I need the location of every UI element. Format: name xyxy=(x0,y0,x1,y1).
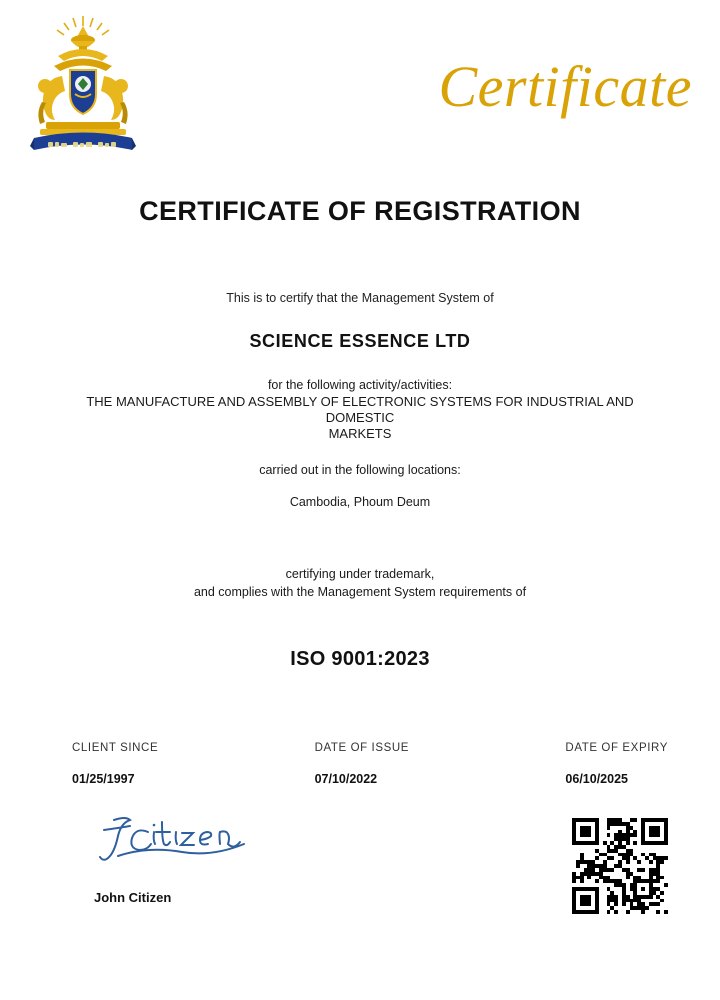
standard-name: ISO 9001:2023 xyxy=(290,648,430,670)
date-of-expiry-label: DATE OF EXPIRY xyxy=(565,742,668,754)
client-since-label: CLIENT SINCE xyxy=(72,742,159,754)
intro-line: This is to certify that the Management System of xyxy=(226,291,494,305)
date-column-date-of-issue xyxy=(315,742,410,786)
page-title: CERTIFICATE OF REGISTRATION xyxy=(139,196,581,226)
cambodia-royal-emblem-icon xyxy=(18,10,148,165)
date-column-client-since xyxy=(72,742,158,786)
signature-icon xyxy=(96,812,276,870)
certificate-wordmark: Certificate xyxy=(438,54,692,119)
client-since-value: 01/25/1997 xyxy=(72,772,135,786)
date-of-issue-label: DATE OF ISSUE xyxy=(314,742,410,754)
qr-code-icon xyxy=(572,818,668,914)
activity-line-1: THE MANUFACTURE AND ASSEMBLY OF ELECTRONIC SYSTEMS FOR INDUSTRIAL AND xyxy=(86,393,634,409)
activity-line-3: MARKETS xyxy=(328,426,392,442)
activity-label: for the following activity/activities: xyxy=(267,377,453,392)
date-of-issue-value: 07/10/2022 xyxy=(314,772,378,786)
activity-line-2: DOMESTIC xyxy=(325,410,395,426)
company-name: SCIENCE ESSENCE LTD xyxy=(249,330,471,351)
signer-name: John Citizen xyxy=(94,890,172,905)
certificate-body xyxy=(40,290,680,599)
qr-code-matrix xyxy=(572,818,668,914)
trademark-line-2: and complies with the Management System requirements of xyxy=(193,584,527,599)
location-value: Cambodia, Phoum Deum xyxy=(289,494,431,509)
locations-label: carried out in the following locations: xyxy=(259,462,461,477)
dates-row xyxy=(72,742,668,786)
trademark-line-1: certifying under trademark, xyxy=(285,566,435,581)
certificate-header xyxy=(0,0,720,170)
date-of-expiry-value: 06/10/2025 xyxy=(565,772,628,786)
date-column-date-of-expiry xyxy=(565,742,668,786)
